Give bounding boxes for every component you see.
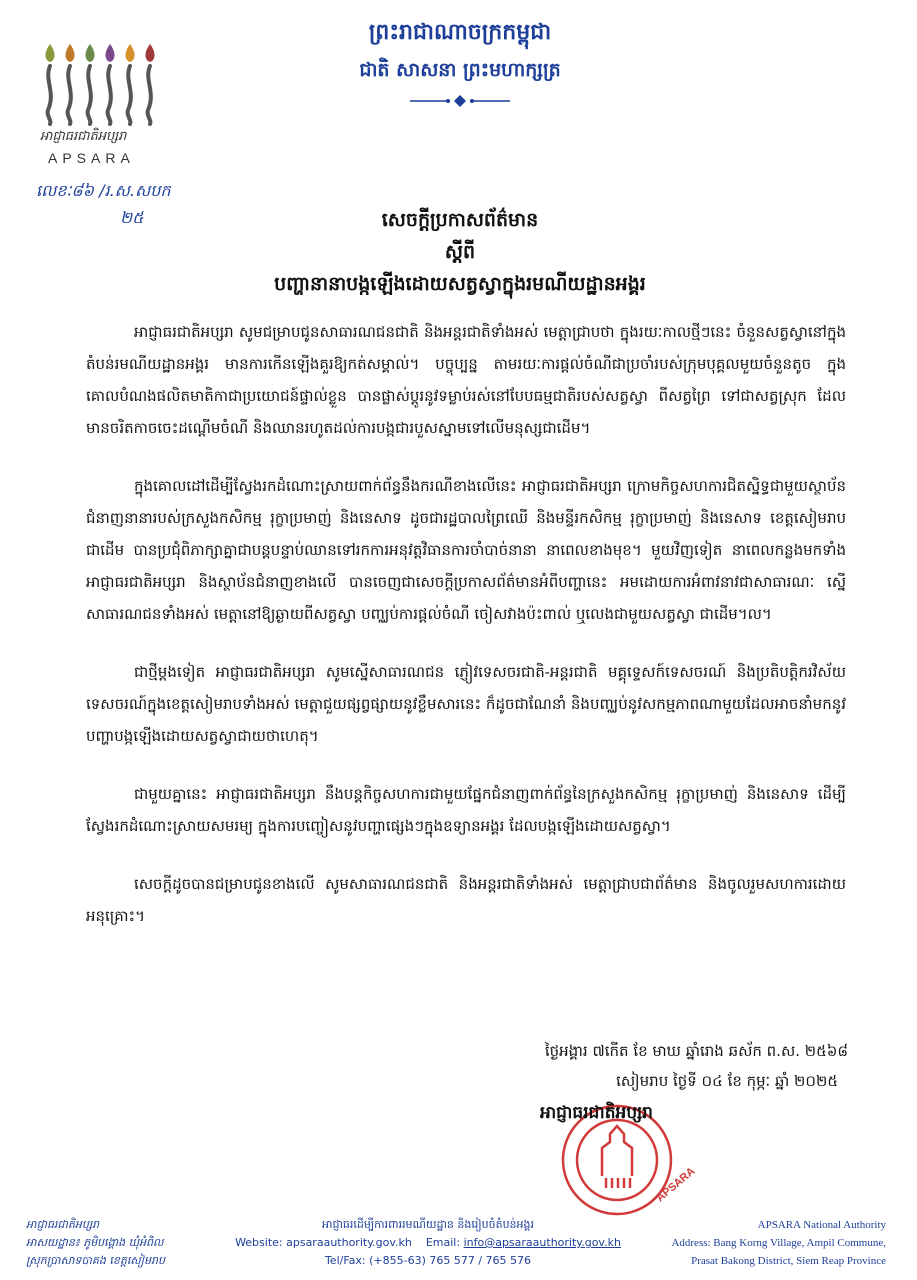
paragraph-2: ក្នុងគោលដៅដើម្បីស្វែងរកដំណោះស្រាយពាក់ព័ន្ធនឹងករណីខាងលើនេះ អាជ្ញាធរជាតិអប្សរា ក្រោមកិច្ចសហការជិតស្និទ្ធជាមួយស្ថាប័នជំនាញនានារបស់ក្រសួងកសិកម្ម រុក្ខាប្រមាញ់ និងនេសាទ ដូចជារដ្ឋបាលព្រៃឈើ និងមន្ទីរកសិកម្ម រុក្ខាប្រមាញ់ និងនេសាទ ខេត្តសៀមរាបជាដើម បានប្រជុំពិភាក្សាគ្នាជាបន្តបន្ទាប់ឈានទៅរកការអនុវត្តវិធានការចាំបាច់នានា នាពេលខាងមុខ។ មួយវិញទៀត នាពេលកន្លងមកទាំងអាជ្ញាធរជាតិអប្សរា និងស្ថាប័នជំនាញខាងលើ បានចេញជាសេចក្តីប្រកាសព័ត៌មានអំពីបញ្ហានេះ អមដោយការអំពាវនាវជាសាធារណៈ ស្នើសាធារណជនទាំងអស់ មេត្តានៅឱ្យឆ្ងាយពីសត្វស្វា បញ្ឈប់ការផ្តល់ចំណី ចៀសវាងប៉ះពាល់ ឬលេងជាមួយសត្វស្វា ជាដើម។ល។ [86,477,846,623]
national-motto: ជាតិ សាសនា ព្រះមហាក្សត្រ [359,59,561,81]
footer-right-line: APSARA National Authority [757,1219,886,1231]
logo-flame-icon [146,44,155,62]
paragraph-4: ជាមួយគ្នានេះ អាជ្ញាធរជាតិអប្សរា នឹងបន្តកិច្ចសហការជាមួយផ្នែកជំនាញពាក់ព័ន្ធនៃក្រសួងកសិកម្ម រុក្ខាប្រមាញ់ និងនេសាទ ដើម្បីស្វែងរកដំណោះស្រាយសមរម្យ ក្នុងការបញ្ចៀសនូវបញ្ហាផ្សេងៗក្នុងឧទ្យានអង្គរ ដែលបង្កឡើងដោយសត្វស្វា។ [86,785,846,835]
footer-left-line: អាជ្ញាធរជាតិអប្សរា [26,1218,100,1231]
document-body [86,316,846,958]
footer-mid-heading: អាជ្ញាធរដើម្បីការពាររមណីយដ្ឋាន និងរៀបចំតំបន់អង្គរ [321,1218,534,1231]
telfax: Tel/Fax: (+855-63) 765 577 / 765 576 [324,1254,532,1267]
document-title-about: ស្តីពី [444,241,476,263]
logo-flame-icon [46,44,55,62]
footer-left-line: អាសយដ្ឋាន៖ ភូមិបង្គោង ឃុំអំពិល [26,1236,164,1249]
email-link[interactable]: info@apsaraauthority.gov.kh [463,1236,621,1249]
paragraph-1: អាជ្ញាធរជាតិអប្សរា សូមជម្រាបជូនសាធារណជនជាតិ និងអន្តរជាតិទាំងអស់ មេត្តាជ្រាបថា ក្នុងរយៈកាលថ្មីៗនេះ ចំនួនសត្វស្វានៅក្នុងតំបន់រមណីយដ្ឋានអង្គរ មានការកើនឡើងគួរឱ្យកត់សម្គាល់។ បច្ចុប្បន្ន តាមរយៈការផ្តល់ចំណីជាប្រចាំរបស់ក្រុមបុគ្គលមួយចំនួនតូច ក្នុងគោលបំណងផលិតមាតិកាជាប្រយោជន៍ផ្ទាល់ខ្លួន បានផ្លាស់ប្តូរនូវទម្លាប់រស់នៅបែបធម្មជាតិរបស់សត្វស្វា ពីសត្វព្រៃ ទៅជាសត្វស្រុក ដែលមានចរិតកាចចេះដណ្តើមចំណី និងឈានរហូតដល់ការបង្កជារបួសស្នាមទៅលើមនុស្សជាដើម។ [86,323,846,437]
logo-name-english: APSARA [48,150,135,166]
footer-contact [228,1216,628,1270]
footer-right-line: Address: Bang Korng Village, Ampil Commune, [671,1237,886,1249]
seal-text: APSARA [654,1165,698,1205]
kingdom-heading: ព្រះរាជាណាចក្រកម្ពុជា [368,19,552,45]
reference-number: លេខៈ៨៦ /រ.ស.សបក [36,181,171,200]
paragraph-3: ជាថ្មីម្តងទៀត អាជ្ញាធរជាតិអប្សរា សូមស្នើសាធារណជន ភ្ញៀវទេសចរជាតិ-អន្តរជាតិ មគ្គុទ្ទេសក៍ទេសចរណ៍ និងប្រតិបត្តិករវិស័យទេសចរណ៍ក្នុងខេត្តសៀមរាបទាំងអស់ មេត្តាជួយផ្សព្វផ្សាយនូវខ្លឹមសារនេះ ក៏ដូចជាណែនាំ និងបញ្ឈប់នូវសកម្មភាពណាមួយដែលអាចនាំមកនូវបញ្ហាបង្កឡើងដោយសត្វស្វាជាយថាហេតុ។ [86,663,846,745]
paragraph-5: សេចក្តីដូចបានជម្រាបជូនខាងលើ សូមសាធារណជនជាតិ និងអន្តរជាតិទាំងអស់ មេត្តាជ្រាបជាព័ត៌មាន និងចូលរួមសហការដោយអនុគ្រោះ។ [86,875,846,925]
email-label: Email: [425,1236,461,1249]
footer-right-line: Prasat Bakong District, Siem Reap Province [691,1255,886,1267]
reference-year: ២៥ [120,208,144,227]
footer-left-line: ស្រុកប្រាសាទបាគង ខេត្តសៀមរាប [26,1254,166,1267]
lunar-date: ថ្ងៃអង្គារ ៧កើត ខែ មាឃ ឆ្នាំរោង ឆស័ក ព.ស. ២៥៦៨ [544,1042,848,1060]
apsara-logo-icon [40,40,160,126]
logo-flame-icon [66,44,75,62]
footer-address-english [634,1216,886,1270]
logo-flame-icon [126,44,135,62]
signatory: អាជ្ញាធរជាតិអប្សរា [540,1103,653,1123]
logo-flame-icon [106,44,115,62]
website-link[interactable]: Website: apsaraauthority.gov.kh [235,1236,412,1249]
solar-date: សៀមរាប ថ្ងៃទី ០៤ ខែ កុម្ភៈ ឆ្នាំ ២០២៥ [616,1072,838,1090]
logo-flame-icon [86,44,95,62]
document-title: សេចក្តីប្រកាសព័ត៌មាន [381,209,539,231]
document-subject: បញ្ហានានាបង្កឡើងដោយសត្វស្វាក្នុងរមណីយដ្ឋានអង្គរ [274,273,646,295]
logo-name-khmer: អាជ្ញាធរជាតិអប្សរា [40,129,127,144]
ornament-divider-icon [408,94,512,108]
footer-address-khmer [26,1216,216,1270]
